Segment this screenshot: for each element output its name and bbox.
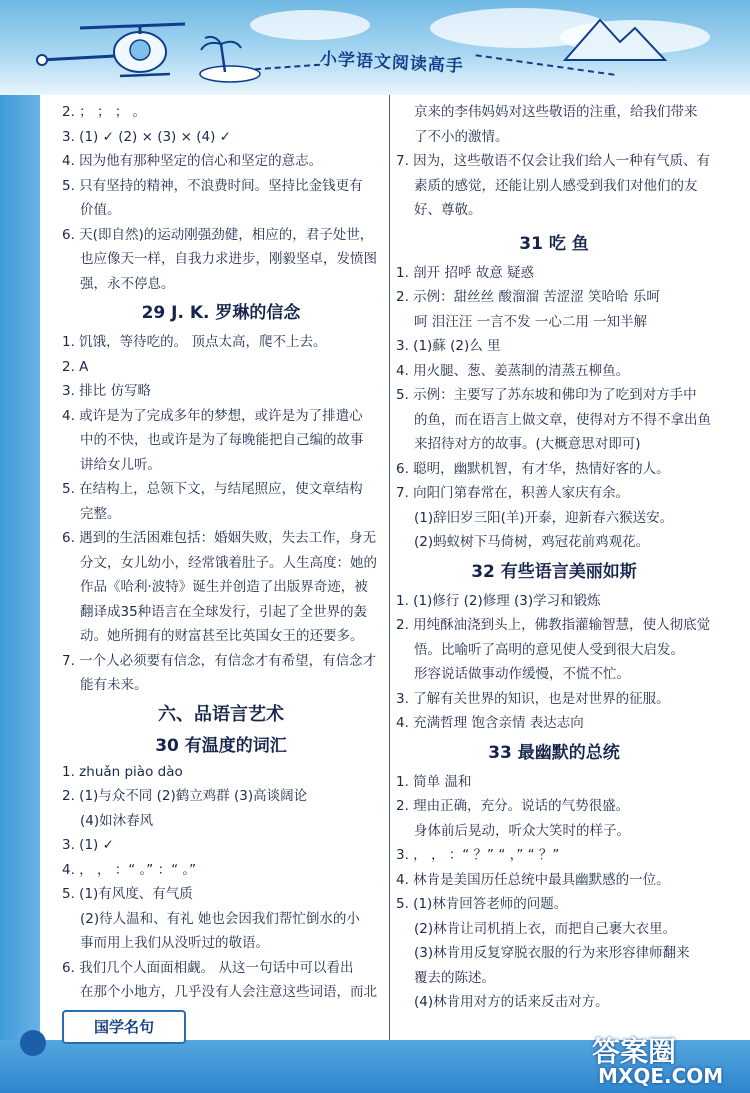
section-title-30: 30 有温度的词汇 — [155, 735, 287, 756]
answer-line: 形容说话做事动作缓慢，不慌不忙。 — [414, 666, 630, 682]
helicopter-illustration — [20, 10, 190, 90]
answer-line: 7. 一个人必须要有信念，有信念才有希望，有信念才 — [62, 652, 377, 669]
answer-line: 3. ， ， ：“ ？” “ ，” “ ？” — [396, 847, 560, 863]
page-header-banner — [0, 0, 750, 95]
left-decorative-band — [0, 95, 40, 1043]
answer-line: 7. 向阳门第春常在，积善人家庆有余。 — [396, 485, 630, 501]
watermark-top: 答案圈 — [592, 1035, 677, 1068]
answer-line: 1. 剖开 招呼 故意 疑惑 — [396, 264, 535, 281]
answer-line: (2)林肯让司机捎上衣，而把自己裹大衣里。 — [414, 920, 677, 937]
answers-block-30 — [62, 760, 380, 1005]
answer-line: (4)如沐春风 — [80, 812, 154, 829]
answer-line: 讲给女儿听。 — [80, 456, 161, 473]
watermark-logo — [592, 1030, 742, 1090]
answer-line: 覆去的陈述。 — [414, 969, 495, 986]
answer-line: 分文，女儿幼小，经常饿着肚子。人生高度：她的 — [80, 554, 377, 571]
answers-block-33 — [396, 770, 712, 1015]
answer-line: 身体前后晃动，听众大笑时的样子。 — [414, 822, 630, 839]
answer-line: 动。她所拥有的财富甚至比英国女王的还要多。 — [80, 628, 364, 644]
answer-line: 中的不快，也或许是为了每晚能把自己编的故事 — [80, 432, 364, 448]
answer-line: (2)蚂蚁树下马倚树，鸡冠花前鸡观花。 — [414, 534, 650, 550]
answer-line: 4. 因为他有那种坚定的信心和坚定的意志。 — [62, 153, 323, 169]
answer-line: 4. 林肯是美国历任总统中最具幽默感的一位。 — [396, 871, 670, 888]
answer-line: 7. 因为，这些敬语不仅会让我们给人一种有气质、有 — [396, 153, 711, 169]
column-divider — [389, 95, 390, 1040]
answer-line: 1. 简单 温和 — [396, 773, 472, 790]
page-number-marker — [20, 1030, 46, 1056]
answer-line: 6. 遇到的生活困难包括：婚姻失败，失去工作，身无 — [62, 530, 377, 546]
answer-line: 2. ； ； ； 。 — [62, 104, 147, 120]
answer-line: 来招待对方的故事。(大概意思对即可) — [414, 436, 641, 452]
answer-line: 3. (1) ✓ — [62, 837, 114, 853]
section-title-33: 33 最幽默的总统 — [488, 742, 620, 763]
right-column — [396, 100, 712, 1015]
answer-line: 2. 用纯酥油浇到头上，佛教指灌输智慧，使人彻底觉 — [396, 617, 711, 633]
section-title-31: 31 吃 鱼 — [519, 233, 589, 254]
answer-line: 5. 在结构上，总领下文，与结尾照应，使文章结构 — [62, 481, 363, 497]
answer-line: 了不小的激情。 — [414, 128, 509, 145]
answer-line: 事而用上我们从没听过的敬语。 — [80, 935, 269, 951]
answer-line: 翻译成35种语言在全球发行，引起了全世界的轰 — [80, 603, 368, 620]
watermark-bottom: MXQE.COM — [598, 1064, 724, 1088]
answer-line: 2. A — [62, 358, 89, 375]
answers-block-29 — [62, 330, 380, 698]
answer-line: 呵 泪汪汪 一言不发 一心二用 一知半解 — [414, 313, 648, 330]
answer-line: 的鱼，而在语言上做文章，使得对方不得不拿出鱼 — [414, 411, 711, 428]
answers-block-31 — [396, 261, 712, 555]
answer-line: (2)待人温和、有礼 她也会因我们帮忙倒水的小 — [80, 910, 360, 927]
mountain-illustration — [560, 10, 670, 65]
answer-line: 2. 理由正确，充分。说话的气势很盛。 — [396, 798, 630, 814]
answer-line: 4. ， ， ：“ 。” ：“ 。” — [62, 861, 197, 878]
answer-line: 价值。 — [80, 202, 121, 218]
answers-block-30-cont — [396, 100, 712, 223]
answer-line: 5. 只有坚持的精神，不浪费时间。坚持比金钱更有 — [62, 177, 363, 194]
answer-line: 2. (1)与众不同 (2)鹤立鸡群 (3)高谈阔论 — [62, 788, 308, 804]
answer-line: 4. 或许是为了完成多年的梦想，或许是为了排遣心 — [62, 407, 363, 424]
answer-line: 3. 排比 仿写略 — [62, 383, 151, 399]
answer-line: (3)林肯用反复穿脱衣服的行为来形容律师翻来 — [414, 945, 690, 961]
answer-line: 1. (1)修行 (2)修理 (3)学习和锻炼 — [396, 592, 601, 609]
section-title-32: 32 有些语言美丽如斯 — [471, 561, 637, 582]
unit-title-6: 六、品语言艺术 — [158, 703, 284, 725]
answer-line: 3. (1)蘇 (2)么 里 — [396, 338, 501, 354]
answer-line: 好、尊敬。 — [414, 202, 482, 218]
answer-line: 6. 天(即自然)的运动刚强劲健，相应的，君子处世， — [62, 226, 374, 243]
answer-line: 作品《哈利·波特》诞生并创造了出版界奇迹，被 — [80, 579, 368, 595]
answer-line: 1. 饥饿，等待吃的。 顶点太高，爬不上去。 — [62, 334, 327, 350]
answer-line: 6. 我们几个人面面相觑。 从这一句话中可以看出 — [62, 959, 354, 976]
answer-line: 5. (1)林肯回答老师的问题。 — [396, 896, 568, 912]
answer-line: (1)辞旧岁三阳(羊)开泰，迎新春六猴送安。 — [414, 509, 674, 526]
answer-line: 6. 聪明，幽默机智，有才华，热情好客的人。 — [396, 460, 670, 477]
answer-line: 悟。比喻听了高明的意见使人受到很大启发。 — [414, 641, 684, 658]
left-column — [62, 100, 380, 1005]
answer-line: 2. 示例：甜丝丝 酸溜溜 苦涩涩 笑哈哈 乐呵 — [396, 289, 660, 305]
answer-line: 也应像天一样，自我力求进步，刚毅坚卓，发愤图 — [80, 251, 377, 267]
answer-line: 5. (1)有风度、有气质 — [62, 886, 193, 902]
answer-line: 完整。 — [80, 505, 121, 522]
answer-line: 京来的李伟妈妈对这些敬语的注重，给我们带来 — [414, 104, 698, 120]
section-title-29: 29 J. K. 罗琳的信念 — [141, 303, 301, 323]
answer-line: (4)林肯用对方的话来反击对方。 — [414, 994, 609, 1010]
answer-line: 4. 充满哲理 饱含亲情 表达志向 — [396, 715, 584, 731]
answer-line: 强，永不停息。 — [80, 275, 175, 292]
series-title: 小学语文阅读高手 — [319, 49, 465, 77]
island-palm-illustration — [195, 34, 265, 84]
footer-badge: 国学名句 — [62, 1010, 186, 1044]
answer-line: 能有未来。 — [80, 677, 148, 693]
answer-line: 4. 用火腿、葱、姜蒸制的清蒸五柳鱼。 — [396, 362, 630, 379]
answers-block-32 — [396, 589, 712, 736]
answer-line: 1. zhuǎn piào dào — [62, 763, 183, 780]
answer-line: 5. 示例：主要写了苏东坡和佛印为了吃到对方手中 — [396, 387, 697, 403]
answers-block-28 — [62, 100, 380, 296]
answer-line: 素质的感觉，还能让别人感受到我们对他们的友 — [414, 177, 698, 194]
answer-line: 在那个小地方，几乎没有人会注意这些词语，而北 — [80, 984, 377, 1000]
answer-line: 3. (1) ✓ (2) × (3) × (4) ✓ — [62, 128, 231, 145]
answer-line: 3. 了解有关世界的知识，也是对世界的征服。 — [396, 690, 670, 707]
